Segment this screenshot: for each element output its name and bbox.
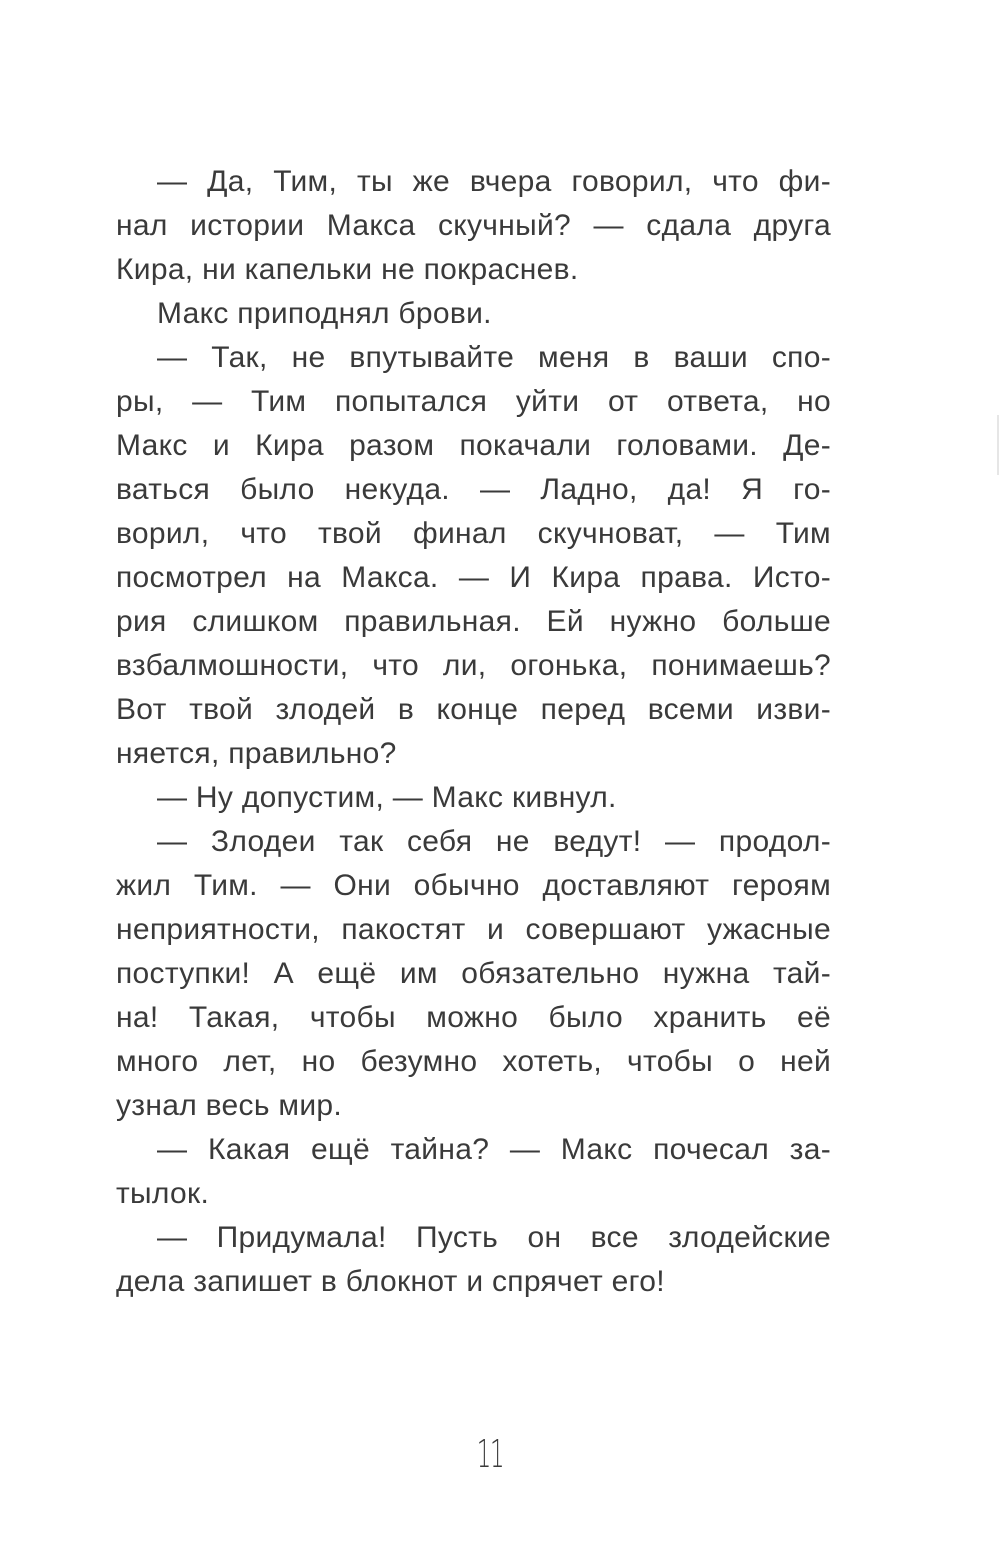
text-line: ры, — Тим попытался уйти от ответа, но [116, 385, 831, 418]
text-line: — Ну допустим, — Макс кивнул. [157, 781, 617, 814]
text-line: — Так, не впутывайте меня в ваши спо- [157, 341, 831, 374]
text-line: много лет, но безумно хотеть, чтобы о ней [116, 1045, 831, 1078]
text-line: взбалмошности, что ли, огонька, понимаешь? [116, 649, 831, 682]
text-line: посмотрел на Макса. — И Кира права. Исто- [116, 561, 831, 594]
text-line: — Да, Тим, ты же вчера говорил, что фи- [157, 165, 831, 198]
text-line: поступки! А ещё им обязательно нужна тай- [116, 957, 831, 990]
text-line: ваться было некуда. — Ладно, да! Я го- [116, 473, 831, 506]
page-edge-shadow [997, 415, 999, 475]
text-line: Вот твой злодей в конце перед всеми изви- [116, 693, 831, 726]
text-line: Макс приподнял брови. [157, 297, 492, 330]
text-line: нал истории Макса скучный? — сдала друга [116, 209, 831, 242]
text-line: няется, правильно? [116, 737, 397, 770]
text-line: узнал весь мир. [116, 1089, 342, 1122]
text-line: — Какая ещё тайна? — Макс почесал за- [157, 1133, 831, 1166]
text-line: тылок. [116, 1177, 210, 1210]
text-line: Макс и Кира разом покачали головами. Де- [116, 429, 831, 462]
text-line: ворил, что твой финал скучноват, — Тим [116, 517, 831, 550]
text-line: Кира, ни капельки не покраснев. [116, 253, 579, 286]
text-line: на! Такая, чтобы можно было хранить её [116, 1001, 831, 1034]
text-line: — Придумала! Пусть он все злодейские [157, 1221, 831, 1254]
page-number: 11 [476, 1432, 504, 1476]
body-text [116, 160, 831, 1304]
text-line: рия слишком правильная. Ей нужно больше [116, 605, 831, 638]
text-line: — Злодеи так себя не ведут! — продол- [157, 825, 831, 858]
text-line: неприятности, пакостят и совершают ужасные [116, 913, 831, 946]
text-line: дела запишет в блокнот и спрячет его! [116, 1265, 665, 1298]
text-line: жил Тим. — Они обычно доставляют героям [116, 869, 831, 902]
